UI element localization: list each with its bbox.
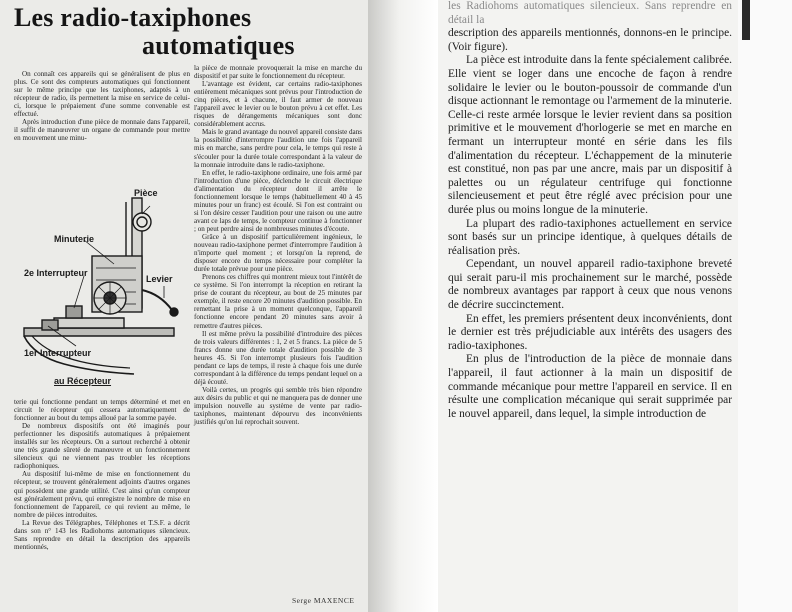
figure-label-recepteur: au Récepteur bbox=[54, 376, 112, 386]
paragraph: Il est même prévu la possibilité d'introduire des pièces de trois valeurs différentes : 1, 2 et 5 francs. La pièce de 5 francs donne une durée totale d'audition possible de 3 heures 45. Si l'on interrompt plusieurs fois l'audition pendant ce laps de temps, il reste à chaque fois une durée correspondant à la différence du temps pendant lequel on a déjà écouté. bbox=[194, 329, 362, 386]
paragraph: Après introduction d'une pièce de monnaie dans l'appareil, il suffit de manœuvrer un organe de commande pour mettre en mouvement une minu- bbox=[14, 118, 190, 143]
paragraph: terie qui fonctionne pendant un temps déterminé et met en circuit le récepteur qui cessera automatiquement de fonctionner au bout du temps alloué par la somme payée. bbox=[14, 398, 190, 423]
title-line-2: automatiques bbox=[142, 31, 295, 60]
paragraph: Cependant, un nouvel appareil radio-taxiphone breveté qui serait paru-il mis prochainement sur le marché, possède de nombreux avantages par rapport à ceux que nous venons de décrire succinctement. bbox=[448, 258, 732, 312]
right-column bbox=[448, 0, 732, 421]
paragraph: Grâce à un dispositif particulièrement ingénieux, le nouveau radio-taxiphone permet d'interrompre l'audition à n'importe quel moment ; et lorsqu'on la reprend, de disposer encore du temps nécessaire pour compléter la durée totale prévue pour une pièce. bbox=[194, 232, 362, 274]
paragraph: La Revue des Télégraphes, Téléphones et T.S.F. a décrit dans son n° 143 les Radiohoms automatiques silencieux. Sans reprendre en détail la description des appareils mentionnés, bbox=[14, 518, 190, 551]
author-signature: Serge MAXENCE bbox=[292, 596, 355, 605]
figure-label-levier: Levier bbox=[146, 274, 173, 284]
edge-mark bbox=[742, 0, 750, 40]
title-line-1: Les radio-taxiphones bbox=[14, 3, 252, 32]
article-title bbox=[14, 3, 295, 60]
paragraph: En effet, les premiers présentent deux inconvénients, dont le dernier est très préjudiciable aux intérêts des usagers des radio-taxiphones. bbox=[448, 312, 732, 352]
left-column-bottom bbox=[14, 398, 190, 551]
faded-line: les Radiohoms automatiques silencieux. Sans reprendre en détail la bbox=[448, 0, 732, 26]
figure-label-minuterie: Minuterie bbox=[54, 234, 95, 244]
paragraph: On connaît ces appareils qui se généralisent de plus en plus. Ce sont des compteurs automatiques qui fonctionnent sur le même principe que les taxiphones, adaptés à un récepteur de radio, ils permettent la mise en service de celui-ci, lorsque le prépaiement d'une somme convenable est effectué. bbox=[14, 70, 190, 119]
paragraph: La pièce est introduite dans la fente spécialement calibrée. Elle vient se loger dans une encoche de façon à rendre solidaire le levier ou le bouton-poussoir de commande d'un disque actionnant le remontage ou l'armement de la minuterie. Celle-ci reste armée lorsque le levier revient dans sa position primitive et le mouvement d'horlogerie se met en marche en fermant un interrupteur monté en série dans les fils d'alimentation du récepteur. L'échappement de la minuterie est constitué, non pas par une ancre, mais par un dispositif à palettes ou un régulateur centrifuge qui fonctionne silencieusement et peut être réglé avec précision pour une durée plus ou moins longue de la minuterie. bbox=[448, 54, 732, 216]
figure-label-interrupteur-1: 1er Interrupteur bbox=[24, 348, 92, 358]
paragraph: L'avantage est évident, car certains radio-taxiphones entièrement mécaniques sont prévus pour l'introduction de cinq pièces, et à chacune, il faut armer de nouveau l'appareil avec le levier ou le bouton prévu à cet effet. Les risques de dérangements mécaniques sont donc considérablement accrus. bbox=[194, 80, 362, 129]
right-page bbox=[438, 0, 738, 612]
left-page bbox=[0, 0, 368, 612]
paragraph: la pièce de monnaie provoquerait la mise en marche du dispositif et par suite le fonctionnement du récepteur. bbox=[194, 64, 362, 81]
page-edge bbox=[738, 0, 792, 612]
page-gutter-shadow bbox=[368, 0, 438, 612]
paragraph: Mais le grand avantage du nouvel appareil consiste dans la possibilité d'interrompre l'audition une fois l'appareil mis en marche, sans perdre pour cela, le temps qui reste à s'écouler pour la durée totale correspondant à la valeur de la monnaie introduite dans le radio-taxiphone. bbox=[194, 128, 362, 169]
paragraph: La plupart des radio-taxiphones actuellement en service sont basés sur un principe identique, à quelques détails de réalisation près. bbox=[448, 217, 732, 257]
figure-label-piece: Pièce bbox=[134, 188, 158, 198]
paragraph: Voilà certes, un progrès qui semble très bien répondre aux désirs du public et qui ne manquera pas de donner une impulsion nouvelle au système de vente par radio-taxiphones, maintenant dépourvu des inconvénients justifiés qu'on lui reprochait souvent. bbox=[194, 385, 362, 427]
paragraph: description des appareils mentionnés, donnons-en le principe. (Voir figure). bbox=[448, 27, 732, 53]
mechanism-figure bbox=[14, 178, 190, 394]
left-column-2 bbox=[194, 64, 362, 426]
paragraph: Au dispositif lui-même de mise en fonctionnement du récepteur, se trouvent généralement adjoints d'autres organes qui possèdent une grande utilité. C'est ainsi qu'un compteur est généralement prévu, qui enregistre le nombre de mise en fonctionnement de l'appareil, ce qui revient au même, le nombre de pièces introduites. bbox=[14, 470, 190, 519]
paragraph: Prenons ces chiffres qui montrent mieux tout l'intérêt de ce système. Si l'on interrompt la réception en retirant la prise de courant du récepteur, au bout de 25 minutes par exemple, il reste encore 20 minutes d'audition possible. En remettant la prise à un moment quelconque, l'appareil fonctionne encore pendant 20 minutes sans avoir à remettre d'autres pièces. bbox=[194, 273, 362, 330]
figure-label-interrupteur-2: 2e Interrupteur bbox=[24, 268, 88, 278]
left-column-top bbox=[14, 70, 190, 142]
paragraph: De nombreux dispositifs ont été imaginés pour perfectionner les dispositifs automatiques à prépaiement installés sur les récepteurs. On a surtout recherché à obtenir une très grande sûreté de manœuvre et un fonctionnement silencieux qui ne viennent pas troubler les réceptions radiophoniques. bbox=[14, 422, 190, 471]
paragraph: En effet, le radio-taxiphone ordinaire, une fois armé par l'introduction d'une pièce, déclenche le circuit électrique d'alimentation du récepteur dont il arrête le fonctionnement lorsque le temps (habituellement 40 à 45 minutes pour un franc) est écoulé. Si l'on est contraint ou si l'on désire cesser l'audition pour une raison ou une autre avant ce laps de temps, le compteur continue à fonctionner ; on peut perdre ainsi de nombreuses minutes d'écoute. bbox=[194, 168, 362, 233]
paragraph: En plus de l'introduction de la pièce de monnaie dans l'appareil, il faut actionner à la main un dispositif de commande mécanique pour mettre l'appareil en service. Il en résulte une complication mécanique qui serait supprimée par le nouvel appareil, dans lequel, la simple introduction de bbox=[448, 353, 732, 420]
mechanism-drawing bbox=[14, 178, 190, 394]
